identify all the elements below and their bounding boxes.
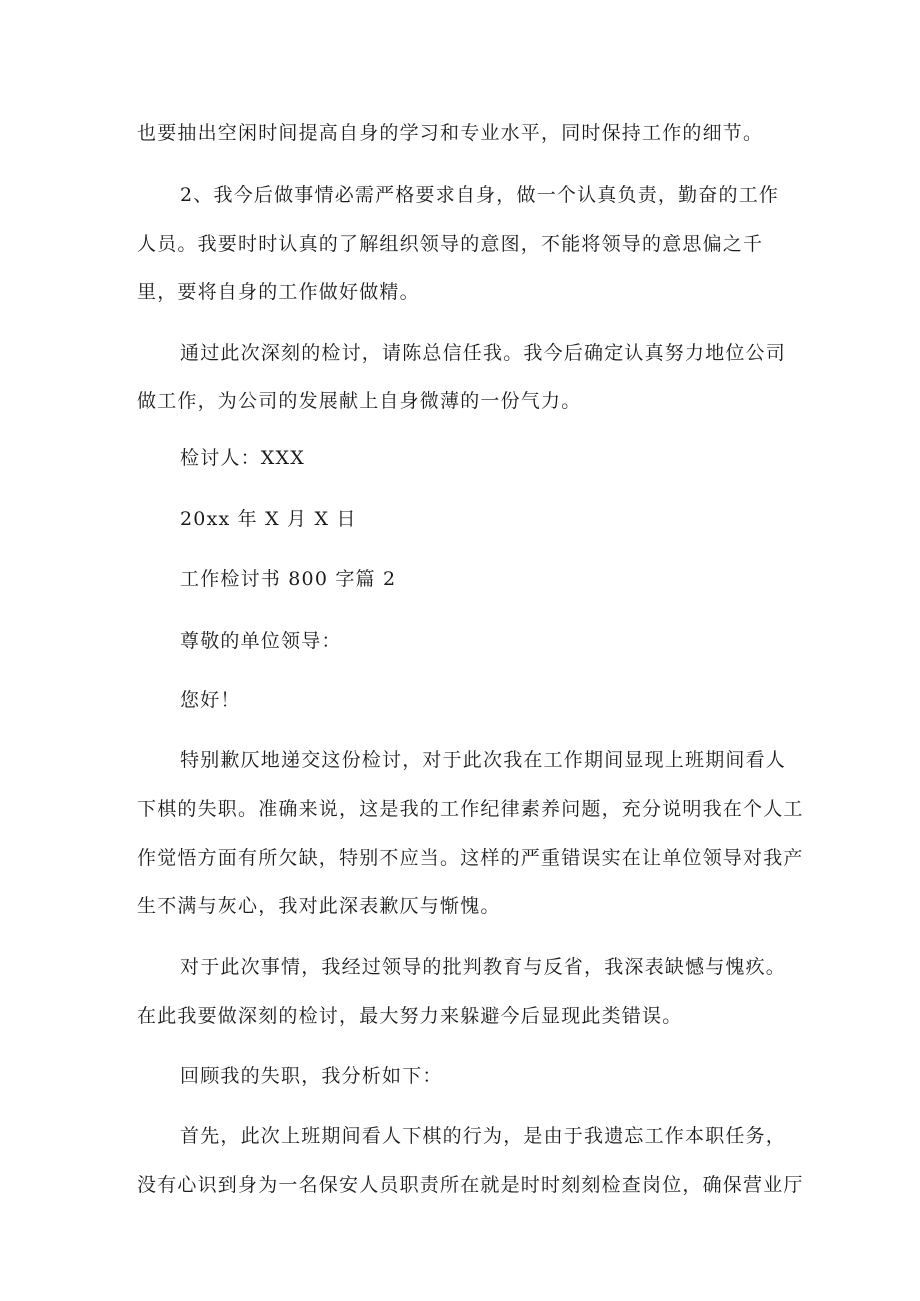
text-line: 特别歉仄地递交这份检讨，对于此次我在工作期间显现上班期间看人 [180, 749, 787, 771]
text-line: 2、我今后做事情必需严格要求自身，做一个认真负责，勤奋的工作 [180, 184, 780, 206]
salutation: 尊敬的单位领导： [180, 630, 342, 652]
text-line: 人员。我要时时认真的了解组织领导的意图，不能将领导的意思偏之千 [137, 233, 764, 255]
text-line: 里，要将自身的工作做好做精。 [137, 281, 420, 303]
date-line: 20xx 年 X 月 X 日 [180, 508, 357, 530]
text-line: 作觉悟方面有所欠缺，特别不应当。这样的严重错误实在让单位领导对我产 [137, 847, 804, 869]
signature-line: 检讨人：XXX [180, 447, 305, 469]
section-title: 工作检讨书 800 字篇 2 [180, 568, 397, 590]
text-line: 首先，此次上班期间看人下棋的行为，是由于我遗忘工作本职任务， [180, 1125, 787, 1147]
text-line: 在此我要做深刻的检讨，最大努力来躲避今后显现此类错误。 [137, 1005, 683, 1027]
text-line: 回顾我的失职，我分析如下： [180, 1065, 443, 1087]
text-line: 做工作，为公司的发展献上自身微薄的一份气力。 [137, 390, 582, 412]
text-line: 下棋的失职。准确来说，这是我的工作纪律素养问题，充分说明我在个人工 [137, 798, 804, 820]
text-line: 没有心识到身为一名保安人员职责所在就是时时刻刻检查岗位，确保营业厅 [137, 1174, 804, 1196]
text-line: 生不满与灰心，我对此深表歉仄与惭愧。 [137, 895, 501, 917]
greeting: 您好！ [180, 689, 241, 711]
text-line: 也要抽出空闲时间提高自身的学习和专业水平，同时保持工作的细节。 [137, 122, 764, 144]
text-line: 通过此次深刻的检讨，请陈总信任我。我今后确定认真努力地位公司 [180, 342, 787, 364]
text-line: 对于此次事情，我经过领导的批判教育与反省，我深表缺憾与愧疚。 [180, 956, 787, 978]
